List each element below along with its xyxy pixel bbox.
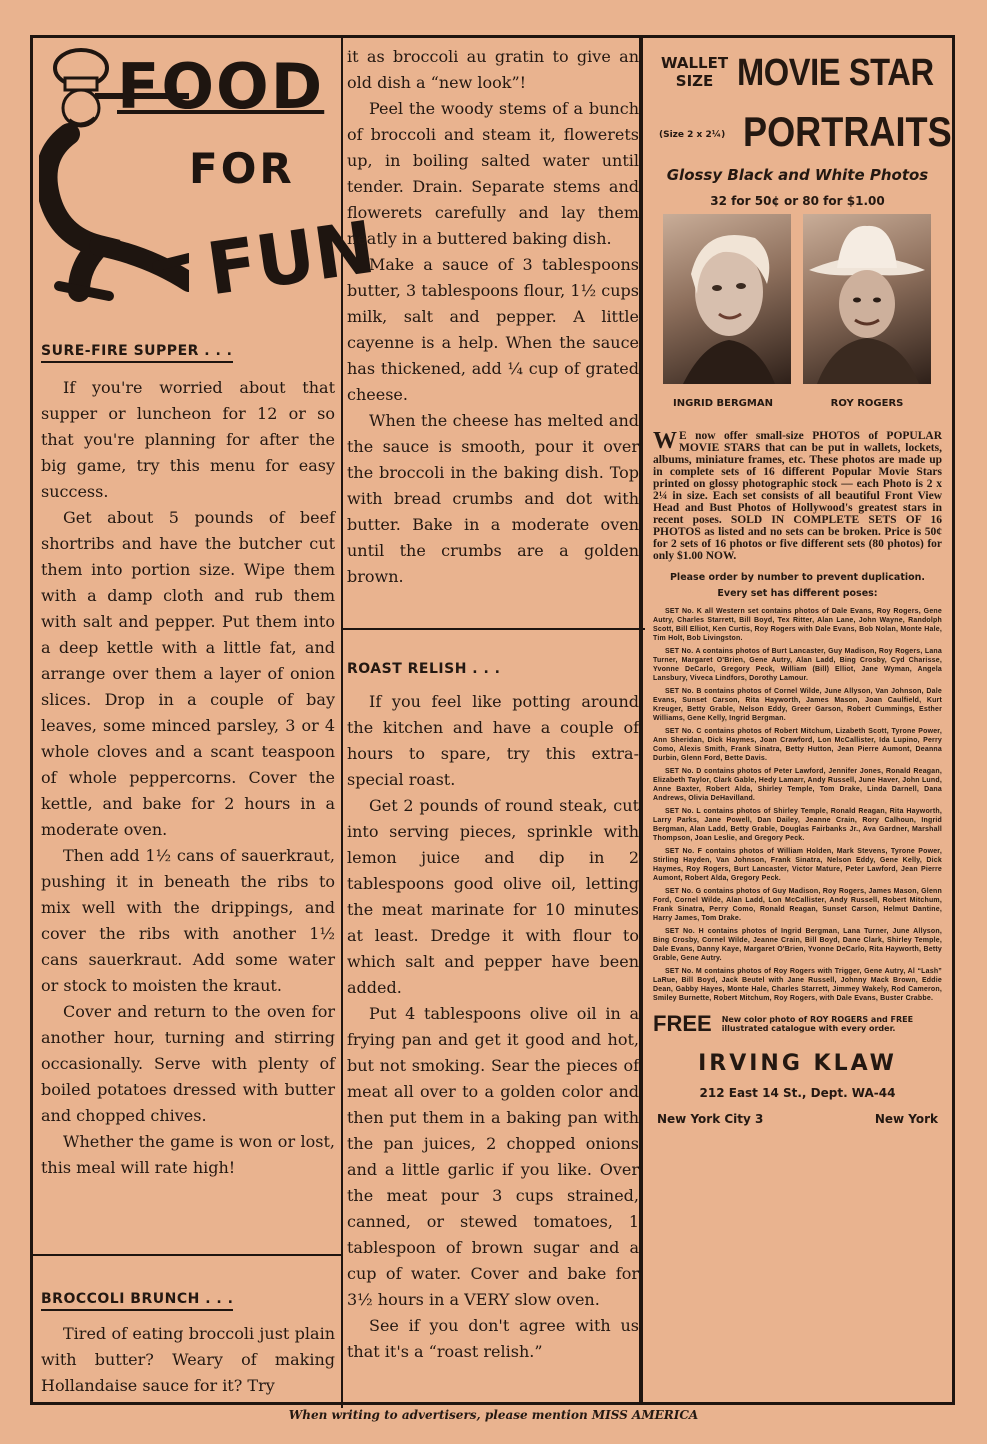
ad-free-label: FREE <box>653 1011 712 1036</box>
set-h: SET No. H contains photos of Ingrid Bergman, Lana Turner, June Allyson, Bing Crosby, Cornel Wilde, Jeanne Crain, Bill Boyd, Dane Clark, Shirley Temple, Dale Evans, Danny Kaye, Margaret O'Brien, Yvonne DeCarlo, Rita Hayworth, Betty Grable, Gene Autry. <box>653 928 942 962</box>
set-g: SET No. G contains photos of Guy Madison, Roy Rogers, James Mason, Glenn Ford, Cornel Wilde, Alan Ladd, Lon McCallister, Andy Russell, Robert Mitchum, Frank Sinatra, Perry Como, Ronald Reagan, Sunset Carson, Helmut Dantine, Harry James, Tom Drake. <box>653 888 942 922</box>
ad-size-note: (Size 2 x 2¼) <box>659 130 726 140</box>
sure-fire-para-2: Get about 5 pounds of beef shortribs and have the butcher cut them into portion size. Wipe them with a damp cloth and rub them with salt and pepper. Put them into a deep kettle with a little fat, and arrange over them a layer of onion slices. Drop in a couple of bay leaves, some minced parsley, 3 or 4 whole cloves and a scant teaspoon of whole peppercorns. Cover the kettle, and bake for 2 hours in a moderate oven. <box>41 508 335 839</box>
ad-photos <box>653 214 942 424</box>
divider <box>33 1254 343 1256</box>
for-title: FOR <box>189 144 295 193</box>
broccoli-para-1: Peel the woody stems of a bunch of broccoli and steam it, flowerets up, in boiling salted water until tender. Drain. Separate stems and flowerets carefully and lay them neatly in a buttered baking dish. <box>347 99 639 248</box>
ad-every-set: Every set has different poses: <box>717 588 878 599</box>
column-left <box>33 38 380 1408</box>
divider <box>343 628 645 630</box>
ad-size: SIZE <box>675 72 714 90</box>
sure-fire-heading: SURE-FIRE SUPPER . . . <box>41 343 233 363</box>
article-frame <box>30 35 642 1405</box>
sure-fire-article <box>41 340 335 1181</box>
roast-para-4: See if you don't agree with us that it's a “roast relish.” <box>347 1316 639 1361</box>
ad-movie-star: MOVIE STAR <box>737 52 934 94</box>
ad-company: IRVING KLAW <box>698 1051 897 1076</box>
set-c: SET No. C contains photos of Robert Mitchum, Lizabeth Scott, Tyrone Power, Ann Sheridan, Dick Haymes, Joan Crawford, Lon McCallister, Ida Lupino, Perry Como, Alexis Smith, Frank Sinatra, Betty Hutton, Jean Pierre Aumont, Deanna Durbin, Glenn Ford, Bette Davis. <box>653 728 942 762</box>
portrait-woman-image <box>663 214 791 384</box>
ad-intro <box>653 430 942 562</box>
broccoli-para-3: When the cheese has melted and the sauce is smooth, pour it over the broccoli in the baking dish. Top with bread crumbs and dot with butter. Bake in a moderate oven until the crumbs are a golden brown. <box>347 411 639 586</box>
movie-star-ad <box>640 35 955 1405</box>
food-for-fun-logo <box>39 46 380 336</box>
broccoli-para-start: Tired of eating broccoli just plain with butter? Weary of making Hollandaise sauce for it? Try <box>41 1324 335 1395</box>
broccoli-para-2: Make a sauce of 3 tablespoons butter, 3 tablespoons flour, 1½ cups milk, salt and pepper. A little cayenne is a help. When the sauce has thickened, add ¼ cup of grated cheese. <box>347 255 639 404</box>
roast-para-1: If you feel like potting around the kitchen and have a couple of hours to spare, try this extra-special roast. <box>347 692 639 789</box>
set-f: SET No. F contains photos of William Holden, Mark Stevens, Tyrone Power, Stirling Hayden, Van Johnson, Frank Sinatra, Nelson Eddy, Gene Kelly, Dick Haymes, Roy Rogers, Burt Lancaster, Victor Mature, Peter Lawford, Jean Pierre Aumont, Robert Alda, Gregory Peck. <box>653 848 942 882</box>
ad-intro-text: E now offer small-size PHOTOS of POPULAR MOVIE STARS that can be put in wallets, lockets, albums, miniature frames, etc. These photos are made up in complete sets of 16 different Popular Movie Stars printed on glossy photographic stock — each Photo is 2 x 2¼ in size. Each set consists of all beautiful Front View Head and Bust Photos of Hollywood's greatest stars in recent poses. SOLD IN COMPLETE SETS OF 16 PHOTOS as listed and no sets can be broken. Price is 50¢ for 2 sets of 16 photos or five different sets (80 photos) for only $1.00 NOW. <box>653 430 942 562</box>
ad-intro-dropcap: W <box>653 428 677 454</box>
caption-roy-rogers: ROY ROGERS <box>830 398 904 409</box>
ad-order-note: Please order by number to prevent duplication. <box>669 572 926 583</box>
set-m: SET No. M contains photos of Roy Rogers with Trigger, Gene Autry, Al “Lash” LaRue, Bill Boyd, Jack Beutel with Jane Russell, Johnny Mack Brown, Eddie Dean, Gabby Hayes, Monte Hale, Charles Starrett, Jimmey Wakely, Rod Cameron, Smiley Burnette, Robert Mitchum, Roy Rogers, with Dale Evans, Buster Crabbe. <box>653 968 942 1002</box>
footer-note: When writing to advertisers, please mention MISS AMERICA <box>288 1408 699 1422</box>
food-title: FOOD <box>117 50 325 123</box>
set-b: SET No. B contains photos of Cornel Wilde, June Allyson, Van Johnson, Dale Evans, Sunset Carson, Rita Hayworth, James Mason, Joan Caulfield, Kurt Kreuger, Betty Grable, Nelson Eddy, Greer Garson, Robert Cummings, Esther Williams, Gene Kelly, Ingrid Bergman. <box>653 688 942 722</box>
ad-wallet: WALLET <box>661 54 729 72</box>
broccoli-article-cont <box>347 44 639 590</box>
ad-portraits: PORTRAITS <box>743 108 952 155</box>
set-l: SET No. L contains photos of Shirley Temple, Ronald Reagan, Rita Hayworth, Larry Parks, Jane Powell, Dan Dailey, Jeanne Crain, Rory Calhoun, Ingrid Bergman, Alan Ladd, Betty Grable, Douglas Fairbanks Jr., Ava Gardner, Marshall Thompson, Joan Leslie, and Gregory Peck. <box>653 808 942 842</box>
broccoli-para-cont: it as broccoli au gratin to give an old dish a “new look”! <box>347 47 639 92</box>
column-middle <box>343 38 645 1408</box>
roast-para-3: Put 4 tablespoons olive oil in a frying pan and get it good and hot, but not smoking. Sear the pieces of meat all over to a golden color and then put them in a baking pan with the pan juices, 2 chopped onions and a little garlic if you like. Over the meat pour 3 cups strained, canned, or stewed tomatoes, 1 tablespoon of brown sugar and a cup of water. Cover and bake for 3½ hours in a VERY slow oven. <box>347 1004 639 1309</box>
sure-fire-para-1: If you're worried about that supper or luncheon for 12 or so that you're planning for after the big game, try this menu for easy success. <box>41 378 335 501</box>
ad-free-text: New color photo of ROY ROGERS and FREE illustrated catalogue with every order. <box>721 1015 914 1033</box>
ad-address: 212 East 14 St., Dept. WA-44 <box>699 1086 896 1100</box>
ad-glossy: Glossy Black and White Photos <box>666 166 929 184</box>
magazine-page <box>30 35 955 1405</box>
sure-fire-para-5: Whether the game is won or lost, this meal will rate high! <box>41 1132 335 1177</box>
roast-heading: ROAST RELISH . . . <box>347 661 501 677</box>
roast-article <box>347 658 639 1365</box>
broccoli-article-start <box>41 1288 335 1399</box>
sure-fire-para-4: Cover and return to the oven for another hour, turning and stirring occasionally. Serve with plenty of boiled potatoes dressed with butter and chopped chives. <box>41 1002 335 1125</box>
ad-city: New York City 3 <box>657 1112 764 1126</box>
fun-title: FUN <box>201 204 380 312</box>
photo-roy-rogers <box>803 214 931 384</box>
ad-state: New York <box>874 1112 938 1126</box>
caption-ingrid-bergman: INGRID BERGMAN <box>673 398 773 409</box>
broccoli-heading: BROCCOLI BRUNCH . . . <box>41 1291 233 1311</box>
set-k: SET No. K all Western set contains photos of Dale Evans, Roy Rogers, Gene Autry, Charles Starrett, Bill Boyd, Tex Ritter, Alan Lane, John Wayne, Randolph Scott, Bill Elliot, Ken Curtis, Roy Rogers with Dale Evans, Bob Nolan, Monte Hale, Tim Holt, Bob Livingston. <box>653 608 942 642</box>
ad-city-line <box>653 1112 942 1126</box>
photo-ingrid-bergman <box>663 214 791 384</box>
set-d: SET No. D contains photos of Peter Lawford, Jennifer Jones, Ronald Reagan, Elizabeth Taylor, Clark Gable, Hedy Lamarr, Andy Russell, June Haver, John Lund, Anne Baxter, Robert Alda, Shirley Temple, Tom Drake, Linda Darnell, Dana Andrews, Olivia DeHavilland. <box>653 768 942 802</box>
sure-fire-para-3: Then add 1½ cans of sauerkraut, pushing it in beneath the ribs to mix well with the drippings, and cover the ribs with another 1½ cans sauerkraut. Add some water or stock to moisten the kraut. <box>41 846 335 995</box>
portrait-cowboy-image <box>803 214 931 384</box>
ad-title-block <box>653 46 942 106</box>
ad-wallet-size <box>661 54 728 90</box>
ad-free-offer <box>653 1011 942 1037</box>
ad-price-line: 32 for 50¢ or 80 for $1.00 <box>710 194 885 208</box>
ad-portraits-block <box>653 106 952 162</box>
set-a: SET No. A contains photos of Burt Lancaster, Guy Madison, Roy Rogers, Lana Turner, Margaret O'Brien, Gene Autry, Alan Ladd, Bing Crosby, Cyd Charisse, Yvonne DeCarlo, Gregory Peck, William (Bill) Elliot, Jane Wyman, Angela Lansbury, Viveca Lindfors, Dorothy Lamour. <box>653 648 942 682</box>
roast-para-2: Get 2 pounds of round steak, cut into serving pieces, sprinkle with lemon juice and dip in 2 tablespoons good olive oil, letting the meat marinate for 10 minutes at least. Dredge it with flour to which salt and pepper have been added. <box>347 796 639 997</box>
